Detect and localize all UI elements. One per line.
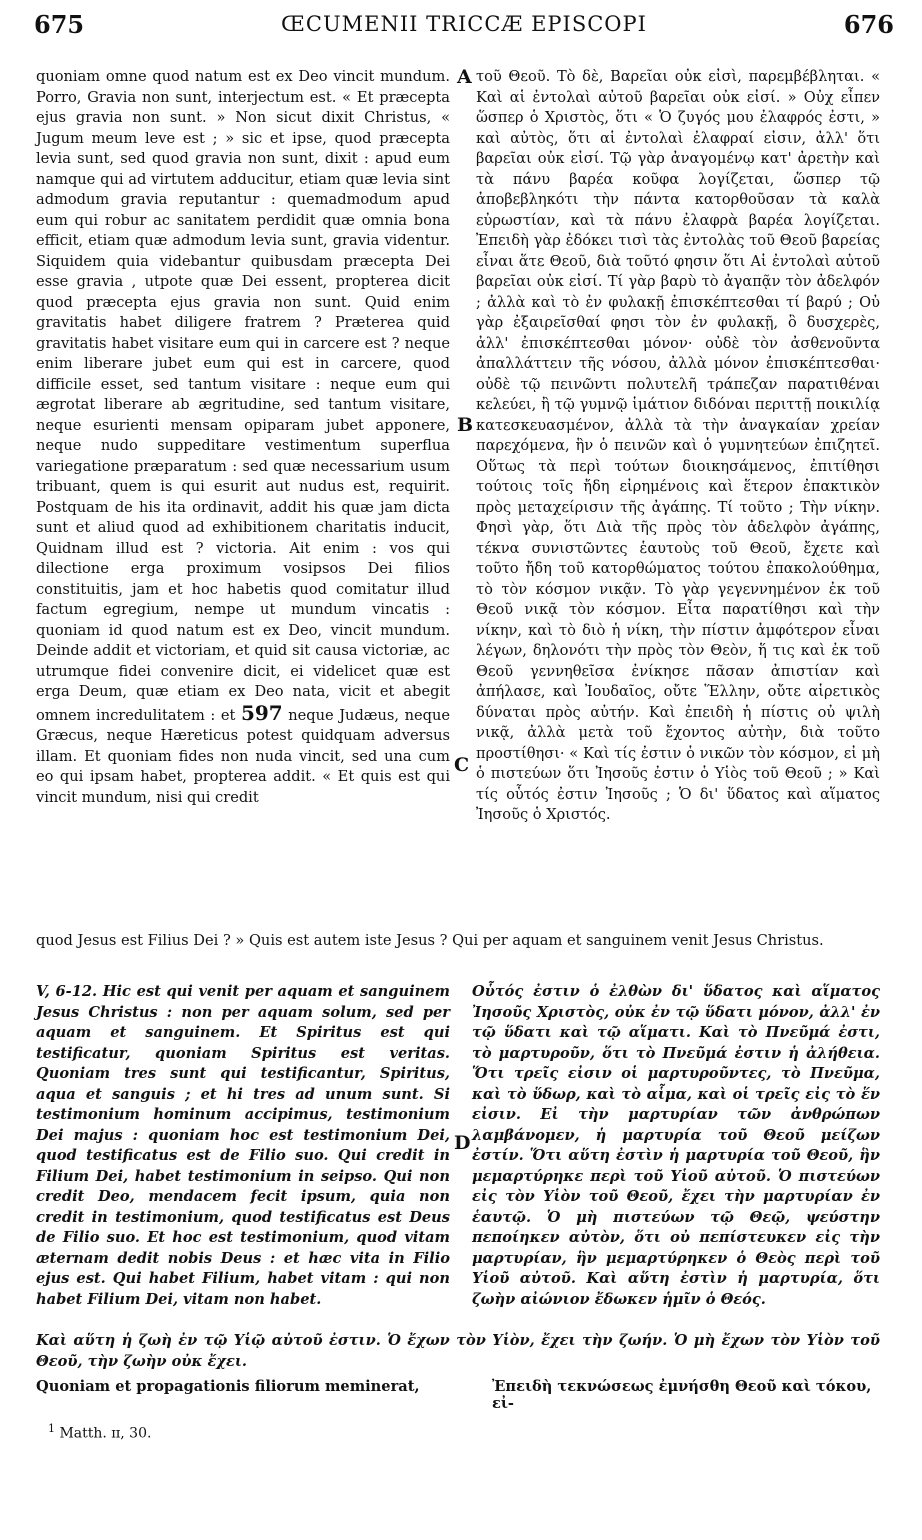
spanning-line-latin: quod Jesus est Filius Dei ? » Quis est autem iste Jesus ? Qui per aquam et sanguinem venit Jesus Christus. — [36, 932, 824, 949]
latin-text: quoniam omne quod natum est ex Deo vincit mundum. Porro, Gravia non sunt, interjectum est. « Et præcepta ejus gravia non sunt. » Non sicut dixit Christus, « Jugum meum leve est ; » sic et ipse, quod præcepta levia sunt, sed quod gravia non sunt, dixit : apud eum namque qui ad virtutem adducitur, etiam quæ levia sint admodum gravia reputantur : quemadmodum apud eum qui robur ac sanitatem perdidit quæ omnia bona efficit, etiam quæ admodum levia sunt, gravia videntur. Siquidem quia videbantur quibusdam præcepta Dei esse gravia , utpote quæ Dei essent, propterea dicit quod præcepta ejus gravia non sunt. Quid enim gravitatis habet diligere fratrem ? Præterea quid gravitatis habet visitare eum qui in carcere est ? neque enim liberare jubet eum qui est in carcere, quod difficile esset, sed tantum visitare : neque eum qui ægrotat liberare ab ægritudine, sed tantum visitare, neque esurienti mensam opiparam jubet apponere, neque nudo suppeditare vestimentum superflua variegatione præparatum : sed quæ necessarium usum tribuant, quem is qui esurit aut nudus est, requirit. Postquam de his ita ordinavit, addit his quæ jam dicta sunt et aliud quod ad exhibitionem charitatis inducit, Quidnam illud est ? victoria. Ait enim : vos qui dilectione erga proximum vosipsos Dei filios constituitis, jam et hoc habetis quod comitatur illud factum egregium, nempe ut mundum vincatis : quoniam id quod natum est ex Deo, vincit mundum. Deinde addit et victoriam, et quid sit causa victoriæ, ac utrumque fidei convenire dicit, ei videlicet quæ est erga Deum, quæ etiam ex Deo nata, vicit et abegit omnem incredulitatem : et — [36, 68, 450, 724]
latin-column-top — [36, 67, 450, 808]
page-header — [34, 10, 894, 50]
page-number-left: 675 — [34, 10, 85, 39]
margin-letter-d: D — [454, 1132, 471, 1154]
greek-column-top — [476, 67, 880, 826]
margin-letter-b: B — [457, 414, 474, 436]
footnote-mark: 1 — [48, 1422, 55, 1435]
column-number: 597 — [240, 700, 283, 725]
margin-letter-c: C — [454, 754, 470, 776]
greek-scripture-passage: Οὗτός ἐστιν ὁ ἐλθὼν δι' ὕδατος καὶ αἵματος Ἰησοῦς Χριστὸς, οὐκ ἐν τῷ ὕδατι μόνον, ἀλλ' ἐν τῷ ὕδατι καὶ τῷ αἵματι. Καὶ τὸ Πνεῦμά ἐστι, τὸ μαρτυροῦν, ὅτι τὸ Πνεῦμά ἐστιν ἡ ἀλήθεια. Ὅτι τρεῖς εἰσιν οἱ μαρτυροῦντες, τὸ Πνεῦμα, καὶ τὸ ὕδωρ, καὶ τὸ αἷμα, καὶ οἱ τρεῖς εἰς τὸ ἕν εἰσιν. Εἰ τὴν μαρτυρίαν τῶν ἀνθρώπων λαμβάνομεν, ἡ μαρτυρία τοῦ Θεοῦ μείζων ἐστίν. Ὅτι αὕτη ἐστὶν ἡ μαρτυρία τοῦ Θεοῦ, ἣν μεμαρτύρηκε περὶ τοῦ Υἱοῦ αὐτοῦ. Ὁ πιστεύων εἰς τὸν Υἱὸν τοῦ Θεοῦ, ἔχει τὴν μαρτυρίαν ἐν ἑαυτῷ. Ὁ μὴ πιστεύων τῷ Θεῷ, ψεύστην πεποίηκεν αὐτὸν, ὅτι οὐ πεπίστευκεν εἰς τὴν μαρτυρίαν, ἣν μεμαρτύρηκεν ὁ Θεὸς περὶ τοῦ Υἱοῦ αὐτοῦ. Καὶ αὕτη ἐστὶν ἡ μαρτυρία, ὅτι ζωὴν αἰώνιον ἔδωκεν ἡμῖν ὁ Θεός. — [472, 983, 880, 1308]
latin-text-continued: neque Judæus, neque Græcus, neque Hæreticus potest quidquam adversus illam. Et quoniam fides non nuda vincit, sed una cum eo qui ipsam habet, propterea addit. « Et quis est qui vincit mundum, nisi qui credit — [36, 706, 450, 806]
latin-commentary-start: Quoniam et propagationis filiorum meminerat, — [36, 1378, 420, 1395]
margin-letter-a: A — [457, 66, 472, 88]
greek-text: τοῦ Θεοῦ. Τὸ δὲ, Βαρεῖαι οὐκ εἰσὶ, παρεμβέβληται. « Καὶ αἱ ἐντολαὶ αὐτοῦ βαρεῖαι οὐκ εἰσί. » Οὐχ εἶπεν ὥσπερ ὁ Χριστὸς, ὅτι « Ὁ ζυγός μου ἐλαφρός ἐστι, » καὶ αὐτὸς, ὅτι αἱ ἐντολαὶ ἐλαφραί εἰσιν, ἀλλ' ὅτι βαρεῖαι οὐκ εἰσί. Τῷ γὰρ ἀναγομένῳ κατ' ἀρετὴν καὶ τὰ πάνυ βαρέα κοῦφα λογίζεται, ὥσπερ τῷ ἀποβεβληκότι τὴν πάντα κατορθοῦσαν τὰ καλὰ εὐρωστίαν, καὶ τὰ πάνυ ἐλαφρὰ βαρέα λογίζεται. Ἐπειδὴ γὰρ ἐδόκει τισὶ τὰς ἐντολὰς τοῦ Θεοῦ βαρείας εἶναι ἅτε Θεοῦ, διὰ τοῦτό φησιν ὅτι Αἱ ἐντολαὶ αὐτοῦ βαρεῖαι οὐκ εἰσί. Τί γὰρ βαρὺ τὸ ἀγαπᾷν τὸν ἀδελφόν ; ἀλλὰ καὶ τὸ ἐν φυλακῇ ἐπισκέπτεσθαι τί βαρύ ; Οὐ γὰρ ἐξαιρεῖσθαί φησι τὸν ἐν φυλακῇ, ὃ δυσχερὲς, ἀλλ' ἐπισκέπτεσθαι μόνον· οὐδὲ τὸν ἀσθενοῦντα ἀπαλλάττειν τῆς νόσου, ἀλλὰ μόνον ἐπισκέπτεσθαι· οὐδὲ τῷ πεινῶντι πολυτελῆ τράπεζαν παρατιθέναι κελεύει, ἢ τῷ γυμνῷ ἱμάτιον διδόναι περιττῇ ποικιλίᾳ κατεσκευασμένον, ἀλλὰ τὰ τὴν ἀναγκαίαν χρείαν παρεχόμενα, ἣν ὁ πεινῶν καὶ ὁ γυμνητεύων ἐπιζητεῖ. Οὕτως τὰ περὶ τούτων διοικησάμενος, ἐπιτίθησι τούτοις τοῖς ἤδη εἰρημένοις καὶ ἕτερον ἐπακτικὸν πρὸς μεταχείρισιν τῆς ἀγάπης. Τί τοῦτο ; Τὴν νίκην. Φησὶ γὰρ, ὅτι Διὰ τῆς πρὸς τὸν ἀδελφὸν ἀγάπης, τέκνα συνιστῶντες ἑαυτοὺς τοῦ Θεοῦ, ἔχετε καὶ τοῦτο ἤδη τοῦ κατορθώματος τούτου ἐπακολούθημα, τὸ τὸν κόσμον νικᾷν. Τὸ γὰρ γεγεννημένον ἐκ τοῦ Θεοῦ νικᾷ τὸν κόσμον. Εἶτα παρατίθησι καὶ τὴν νίκην, καὶ τὸ διὸ ἡ νίκη, τὴν πίστιν ἀμφότερον εἶναι λέγων, δηλονότι τὴν πρὸς τὸν Θεὸν, ἥ τις καὶ ἐκ τοῦ Θεοῦ γεννηθεῖσα ἐνίκησε πᾶσαν ἀπιστίαν καὶ ἀπήλασε, καὶ Ἰουδαῖος, οὔτε Ἕλλην, οὔτε αἱρετικὸς δύναται πρὸς αὐτήν. Καὶ ἐπειδὴ ἡ πίστις οὐ ψιλὴ νικᾷ, ἀλλὰ μετὰ τοῦ ἔχοντος αὐτὴν, διὰ τοῦτο προστίθησι· « Καὶ τίς ἐστιν ὁ νικῶν τὸν κόσμον, εἰ μὴ ὁ πιστεύων ὅτι Ἰησοῦς ἐστιν ὁ Υἱὸς τοῦ Θεοῦ ; » Καὶ τίς οὗτός ἐστιν Ἰησοῦς ; Ὁ δι' ὕδατος καὶ αἵματος Ἰησοῦς ὁ Χριστός. — [476, 68, 880, 823]
footnote — [48, 1422, 151, 1442]
page-number-right: 676 — [843, 10, 894, 39]
spanning-line-greek: Καὶ αὕτη ἡ ζωὴ ἐν τῷ Υἱῷ αὐτοῦ ἐστιν. Ὁ ἔχων τὸν Υἱὸν, ἔχει τὴν ζωήν. Ὁ μὴ ἔχων τὸν Υἱὸν τοῦ Θεοῦ, τὴν ζωὴν οὐκ ἔχει. — [36, 1332, 880, 1370]
greek-commentary-start: Ἐπειδὴ τεκνώσεως ἐμνήσθη Θεοῦ καὶ τόκου, εἰ- — [492, 1378, 872, 1412]
latin-scripture-passage: V, 6-12. Hic est qui venit per aquam et sanguinem Jesus Christus : non per aquam solum, sed per aquam et sanguinem. Et Spiritus est qui testificatur, quoniam Spiritus est veritas. Quoniam tres sunt qui testificantur, Spiritus, aqua et sanguis ; et hi tres ad unum sunt. Si testimonium hominum accipimus, testimonium Dei majus : quoniam hoc est testimonium Dei, quod testificatus est de Filio suo. Qui credit in Filium Dei, habet testimonium in seipso. Qui non credit Deo, mendacem fecit ipsum, quia non credit in testimonium, quod testificatus est Deus de Filio suo. Et hoc est testimonium, quod vitam æternam dedit nobis Deus : et hæc vita in Filio ejus est. Qui habet Filium, habet vitam : qui non habet Filium Dei, vitam non habet. — [36, 983, 450, 1308]
footnote-text: Matth. ɪɪ, 30. — [59, 1425, 152, 1442]
running-title: ŒCUMENII TRICCÆ EPISCOPI — [281, 12, 647, 36]
